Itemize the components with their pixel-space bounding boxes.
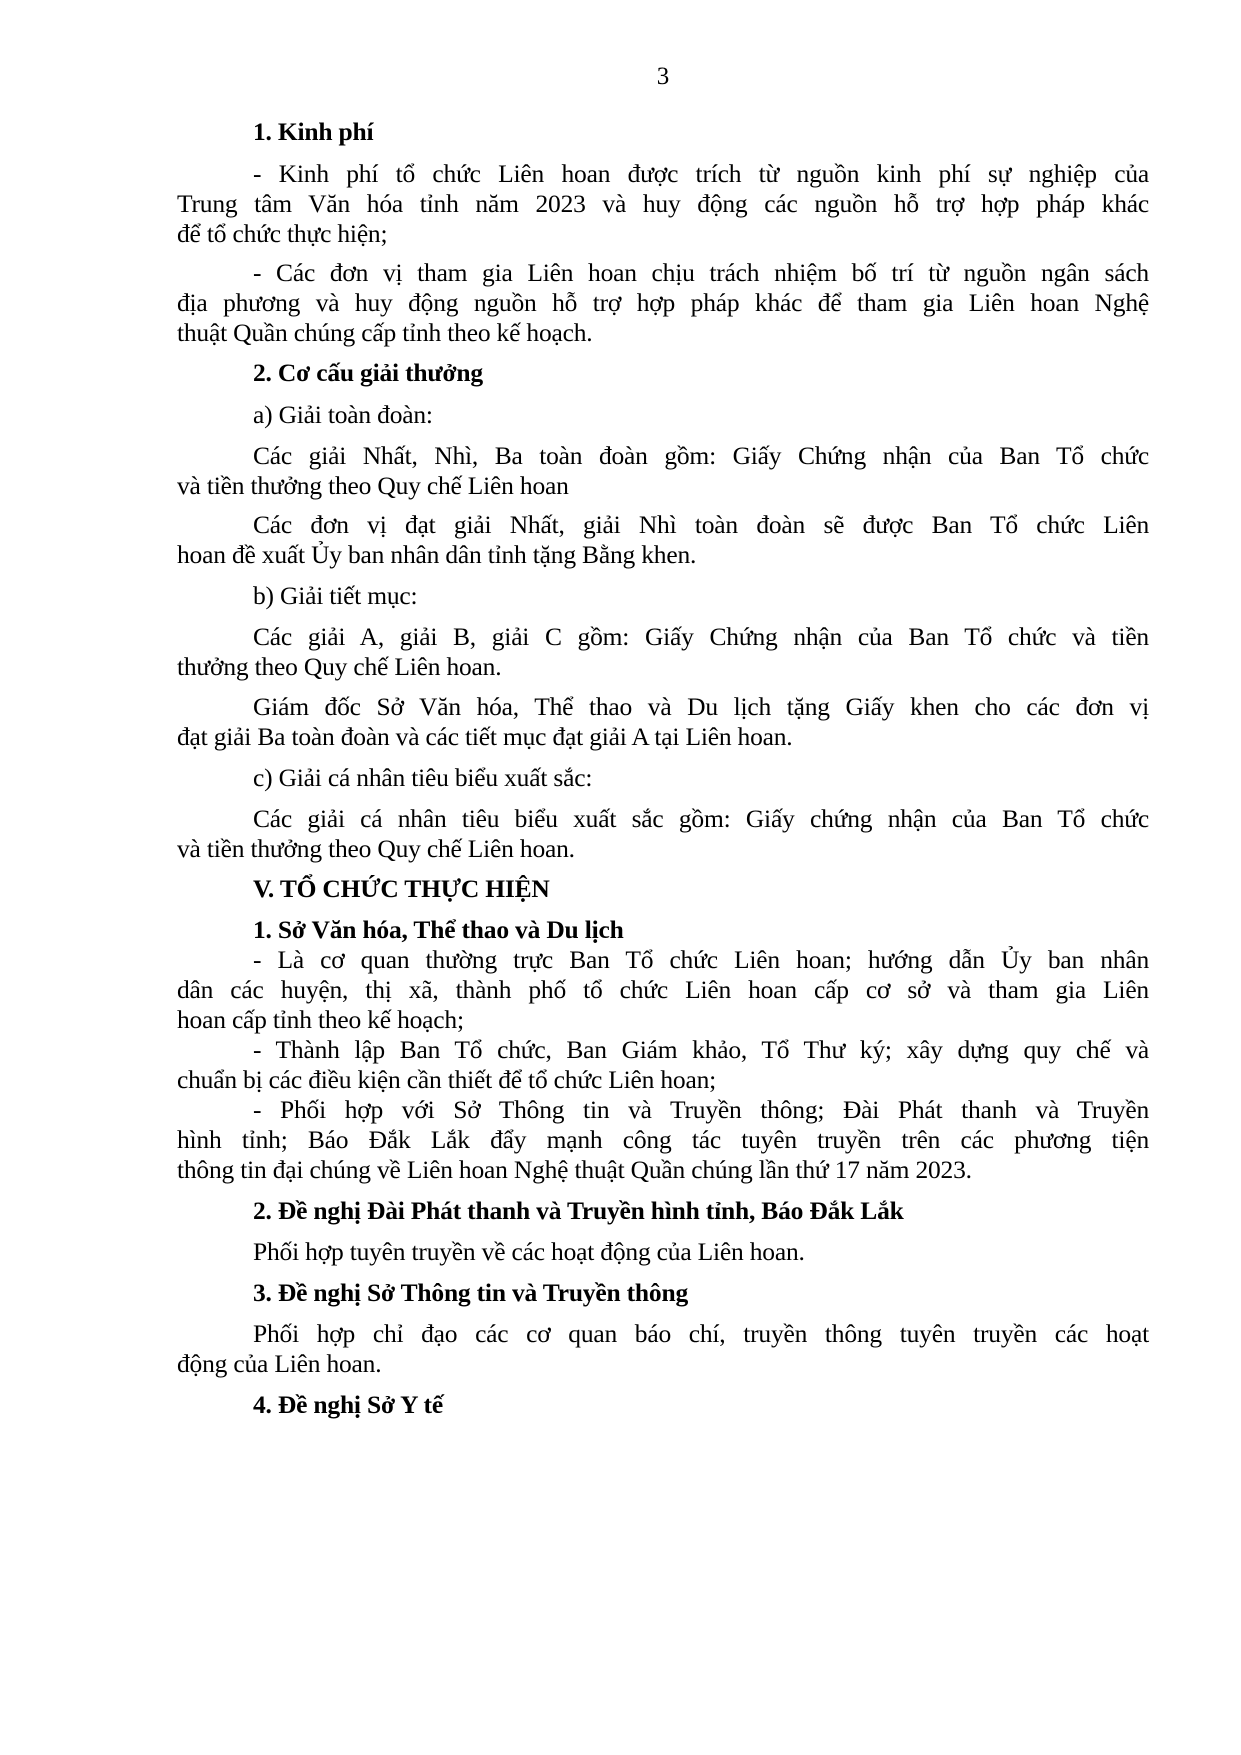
paragraph-line: và tiền thưởng theo Quy chế Liên hoan. <box>177 834 575 863</box>
paragraph-line: dân các huyện, thị xã, thành phố tổ chức Liên hoan cấp cơ sở và tham gia Liên <box>177 975 1149 1004</box>
paragraph-line: hoan đề xuất Ủy ban nhân dân tỉnh tặng Bằng khen. <box>177 540 697 569</box>
paragraph-line: - Thành lập Ban Tổ chức, Ban Giám khảo, Tổ Thư ký; xây dựng quy chế và <box>253 1035 1149 1064</box>
paragraph-line: Phối hợp tuyên truyền về các hoạt động của Liên hoan. <box>253 1237 805 1266</box>
heading-co-cau-giai-thuong: 2. Cơ cấu giải thưởng <box>253 358 483 387</box>
paragraph-line: - Các đơn vị tham gia Liên hoan chịu trách nhiệm bố trí từ nguồn ngân sách <box>253 258 1149 287</box>
paragraph-line: Các giải A, giải B, giải C gồm: Giấy Chứng nhận của Ban Tổ chức và tiền <box>253 622 1149 651</box>
paragraph-line: để tổ chức thực hiện; <box>177 219 388 248</box>
heading-kinh-phi: 1. Kinh phí <box>253 117 374 146</box>
subheading-giai-tiet-muc: b) Giải tiết mục: <box>253 581 418 610</box>
paragraph-line: động của Liên hoan. <box>177 1349 382 1378</box>
subheading-giai-toan-doan: a) Giải toàn đoàn: <box>253 400 433 429</box>
paragraph-line: thông tin đại chúng về Liên hoan Nghệ thuật Quần chúng lần thứ 17 năm 2023. <box>177 1155 972 1184</box>
paragraph-line: Các giải Nhất, Nhì, Ba toàn đoàn gồm: Giấy Chứng nhận của Ban Tổ chức <box>253 441 1149 470</box>
paragraph-line: và tiền thưởng theo Quy chế Liên hoan <box>177 471 569 500</box>
subheading-giai-ca-nhan: c) Giải cá nhân tiêu biểu xuất sắc: <box>253 763 593 792</box>
heading-to-chuc-thuc-hien: V. TỔ CHỨC THỰC HIỆN <box>253 874 550 903</box>
paragraph-line: hình tỉnh; Báo Đắk Lắk đẩy mạnh công tác tuyên truyền trên các phương tiện <box>177 1125 1149 1154</box>
heading-so-thong-tin: 3. Đề nghị Sở Thông tin và Truyền thông <box>253 1278 688 1307</box>
heading-so-van-hoa: 1. Sở Văn hóa, Thể thao và Du lịch <box>253 915 624 944</box>
paragraph-line: chuẩn bị các điều kiện cần thiết để tổ chức Liên hoan; <box>177 1065 717 1094</box>
heading-so-y-te: 4. Đề nghị Sở Y tế <box>253 1390 443 1419</box>
paragraph-line: Các giải cá nhân tiêu biểu xuất sắc gồm: Giấy chứng nhận của Ban Tổ chức <box>253 804 1149 833</box>
paragraph-line: - Kinh phí tổ chức Liên hoan được trích từ nguồn kinh phí sự nghiệp của <box>253 159 1149 188</box>
paragraph-line: địa phương và huy động nguồn hỗ trợ hợp pháp khác để tham gia Liên hoan Nghệ <box>177 288 1149 317</box>
paragraph-line: đạt giải Ba toàn đoàn và các tiết mục đạt giải A tại Liên hoan. <box>177 722 793 751</box>
paragraph-line: hoan cấp tỉnh theo kế hoạch; <box>177 1005 464 1034</box>
paragraph-line: thưởng theo Quy chế Liên hoan. <box>177 652 502 681</box>
paragraph-line: Phối hợp chỉ đạo các cơ quan báo chí, truyền thông tuyên truyền các hoạt <box>253 1319 1149 1348</box>
heading-dai-phat-thanh: 2. Đề nghị Đài Phát thanh và Truyền hình tỉnh, Báo Đắk Lắk <box>253 1196 904 1225</box>
page-number: 3 <box>656 63 670 90</box>
paragraph-line: Trung tâm Văn hóa tỉnh năm 2023 và huy động các nguồn hỗ trợ hợp pháp khác <box>177 189 1149 218</box>
paragraph-line: - Phối hợp với Sở Thông tin và Truyền thông; Đài Phát thanh và Truyền <box>253 1095 1149 1124</box>
paragraph-line: Các đơn vị đạt giải Nhất, giải Nhì toàn đoàn sẽ được Ban Tổ chức Liên <box>253 510 1149 539</box>
paragraph-line: thuật Quần chúng cấp tỉnh theo kế hoạch. <box>177 318 593 347</box>
paragraph-line: - Là cơ quan thường trực Ban Tổ chức Liên hoan; hướng dẫn Ủy ban nhân <box>253 945 1149 974</box>
paragraph-line: Giám đốc Sở Văn hóa, Thể thao và Du lịch tặng Giấy khen cho các đơn vị <box>253 692 1149 721</box>
